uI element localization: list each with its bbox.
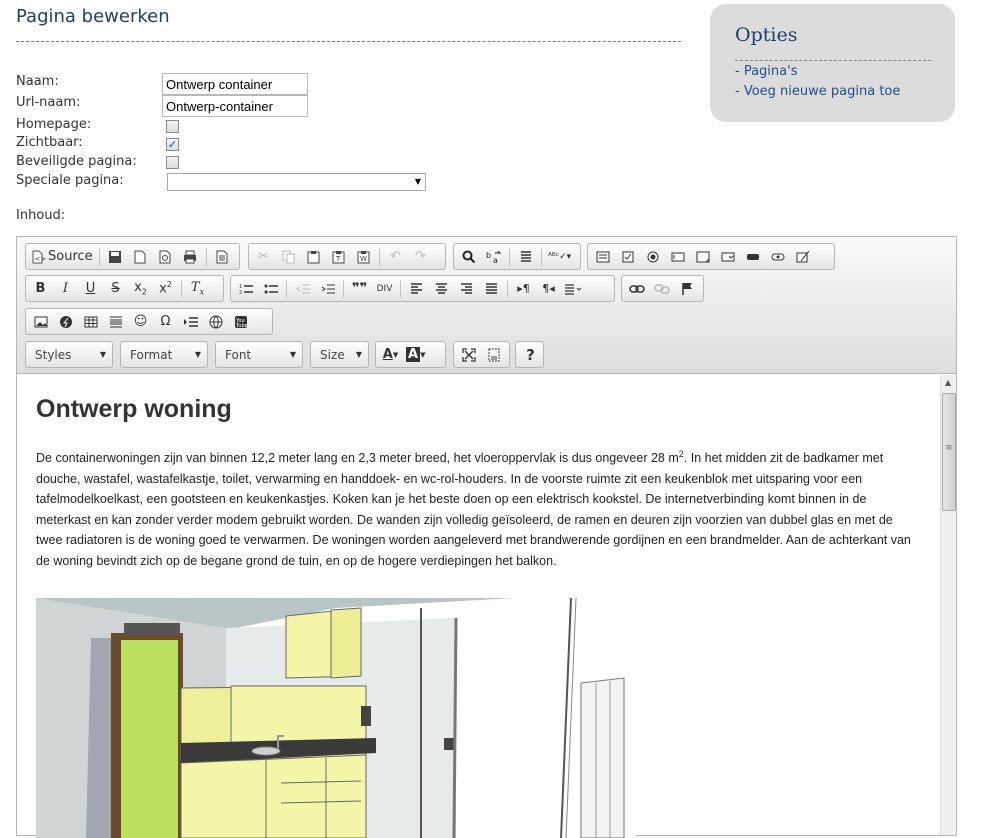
preview-button[interactable]	[153, 245, 178, 268]
source-icon	[31, 250, 47, 264]
scroll-thumb[interactable]	[942, 393, 956, 511]
paste-text-icon	[332, 250, 345, 264]
undo-button[interactable]	[383, 245, 408, 268]
scroll-up-icon[interactable]: ▲	[945, 378, 952, 387]
form-icon	[596, 251, 610, 263]
show-blocks-button[interactable]	[481, 343, 506, 366]
homepage-checkbox[interactable]	[166, 120, 179, 133]
maximize-button[interactable]	[456, 343, 481, 366]
source-label: Source	[48, 249, 93, 264]
secure-page-checkbox[interactable]	[166, 156, 179, 169]
new-page-button[interactable]	[128, 245, 153, 268]
svg-text:<>: <>	[34, 254, 47, 263]
bold-icon: B	[35, 281, 46, 296]
table-icon	[84, 316, 98, 328]
superscript-icon: $x^2$	[159, 280, 172, 297]
replace-button[interactable]	[481, 245, 506, 268]
undo-icon: ↶	[390, 249, 401, 264]
radio-icon	[647, 251, 659, 263]
content-heading: Ontwerp woning	[36, 395, 232, 423]
select-all-button[interactable]	[513, 245, 538, 268]
content-scrollbar[interactable]	[940, 375, 956, 835]
unlink-icon	[654, 283, 670, 295]
language-icon	[564, 283, 584, 295]
globe-icon	[209, 315, 223, 329]
language-button[interactable]	[561, 277, 587, 300]
youtube-button[interactable]	[228, 310, 253, 333]
text-color-icon: A	[382, 347, 393, 362]
paste-word-icon	[357, 250, 370, 264]
paragraph-group	[230, 275, 615, 302]
show-blocks-icon	[488, 348, 500, 362]
toolbar-separator	[379, 248, 380, 266]
editor-toolbar	[17, 237, 956, 374]
font-dropdown[interactable]	[215, 341, 303, 368]
smiley-button[interactable]	[128, 310, 153, 333]
secure-page-label: Beveiligde pagina:	[16, 154, 137, 169]
horizontal-rule-icon	[109, 315, 123, 329]
justify-icon	[485, 283, 498, 294]
toolbar-separator	[400, 280, 401, 298]
format-dropdown[interactable]	[120, 341, 208, 368]
unlink-button[interactable]	[649, 277, 674, 300]
div-icon: DIV	[376, 283, 393, 294]
strike-button[interactable]	[103, 277, 128, 300]
link-button[interactable]	[624, 277, 649, 300]
replace-icon	[486, 250, 502, 264]
content-paragraph	[36, 444, 921, 571]
align-right-icon	[460, 283, 473, 294]
colors-group	[375, 341, 446, 368]
select-field-button[interactable]	[715, 245, 740, 268]
homepage-label: Homepage:	[16, 117, 92, 132]
svg-text:Tube: Tube	[235, 322, 248, 329]
textarea-icon	[696, 251, 710, 263]
rtl-button[interactable]	[536, 277, 561, 300]
underline-icon: U	[85, 281, 96, 296]
visible-label: Zichtbaar:	[16, 135, 83, 150]
iframe-button[interactable]	[203, 310, 228, 333]
copy-icon	[282, 250, 295, 264]
svg-text:a: a	[492, 255, 498, 265]
numbered-list-button[interactable]	[233, 277, 258, 300]
name-input[interactable]	[162, 73, 308, 95]
align-left-icon	[410, 283, 423, 294]
scissors-icon: ✂	[258, 249, 269, 264]
image-icon	[34, 316, 48, 328]
paste-button[interactable]	[301, 245, 326, 268]
flash-button[interactable]	[53, 310, 78, 333]
page-title: Pagina bewerken	[16, 6, 170, 27]
superscript-button[interactable]	[153, 277, 178, 300]
spellcheck-icon: ᴬᴮᶜ✓▾	[548, 251, 572, 262]
italic-icon: I	[62, 281, 69, 296]
pages-link[interactable]: - Pagina's	[735, 64, 798, 79]
special-page-label: Speciale pagina:	[16, 173, 124, 188]
checkbox-button[interactable]	[615, 245, 640, 268]
cut-button[interactable]	[251, 245, 276, 268]
insert-group	[25, 308, 273, 335]
background-color-button[interactable]: A ▼	[408, 347, 426, 362]
image-button[interactable]	[28, 310, 53, 333]
button-field-icon	[746, 251, 760, 263]
kitchen-render-image	[36, 598, 636, 838]
checkbox-icon	[622, 251, 634, 263]
print-button[interactable]	[178, 245, 203, 268]
remove-format-icon: $T_x$	[190, 280, 205, 297]
redo-button[interactable]	[408, 245, 433, 268]
align-center-icon	[435, 283, 448, 294]
text-field-icon	[671, 251, 685, 263]
table-button[interactable]	[78, 310, 103, 333]
button-field-button[interactable]	[740, 245, 765, 268]
chevron-down-icon: ▼	[194, 350, 201, 359]
help-icon: ?	[526, 345, 535, 364]
omega-icon: Ω	[160, 314, 171, 329]
svg-text:1: 1	[238, 283, 242, 290]
bulleted-list-icon	[264, 283, 278, 295]
save-button[interactable]	[103, 245, 128, 268]
paragraph-superscript: 2	[678, 449, 684, 459]
background-color-icon: A	[408, 347, 419, 362]
add-page-link[interactable]: - Voeg nieuwe pagina toe	[735, 84, 901, 99]
toolbar-separator	[99, 248, 100, 266]
url-name-label: Url-naam:	[16, 95, 81, 110]
source-button[interactable]	[28, 245, 96, 268]
name-label: Naam:	[16, 74, 59, 89]
chevron-down-icon: ▼	[414, 177, 421, 186]
image-button-field-button[interactable]	[765, 245, 790, 268]
toolbar-separator	[507, 280, 508, 298]
align-left-button[interactable]	[404, 277, 429, 300]
rich-text-editor	[16, 236, 957, 836]
toolbar-separator	[343, 280, 344, 298]
new-page-icon	[134, 250, 146, 264]
select-field-icon	[721, 251, 735, 263]
special-char-button[interactable]	[153, 310, 178, 333]
numbered-list-icon	[239, 283, 253, 295]
chevron-down-icon: ▼	[99, 350, 106, 359]
text-field-button[interactable]	[665, 245, 690, 268]
svg-text:T: T	[336, 254, 341, 263]
underline-button[interactable]	[78, 277, 103, 300]
bold-button[interactable]	[28, 277, 53, 300]
editor-content[interactable]	[17, 375, 940, 835]
search-group	[453, 243, 581, 270]
styles-label: Styles	[35, 348, 72, 362]
help-button[interactable]	[518, 343, 543, 366]
svg-text:W: W	[360, 254, 367, 263]
align-right-button[interactable]	[454, 277, 479, 300]
image-button-icon	[771, 251, 785, 263]
radio-button[interactable]	[640, 245, 665, 268]
print-icon	[183, 250, 197, 264]
svg-text:You: You	[235, 317, 245, 324]
textarea-button[interactable]	[690, 245, 715, 268]
div-container-button[interactable]	[372, 277, 397, 300]
document-group	[25, 243, 240, 270]
options-divider	[735, 60, 931, 61]
forms-group	[587, 243, 835, 270]
font-label: Font	[225, 348, 252, 362]
text-color-button[interactable]: A ▼	[382, 347, 399, 362]
paragraph-text-2: . In het midden zit de badkamer met douche, wastafel, wastafelkastje, toilet, verwarming en handdoek- en wc-rol-houders. In de voorste ruimte zit een keukenblok met uitsparing voor een tafelmodelkoelkast, een gootsteen en keukenkastjes. Koken kan je het beste doen op een elektrisch kookstel. De internetverbinding komt binnen in de meterkast en kan zonder verder modem gebruikt worden. De wanden zijn volledig geïsoleerd, de ramen en deuren zijn voorzien van dubbel glas en met de twee radiatoren is de woning goed te verwarmen. De woningen worden aangeleverd met brandwerende gordijnen en een brandmelder. Aan de achterkant van de woning bevindt zich op de begane grond de tuin, en op de hogere verdiepingen het balkon.	[36, 451, 911, 568]
outdent-button[interactable]	[290, 277, 315, 300]
styles-dropdown[interactable]	[25, 341, 113, 368]
blockquote-icon: ❞❞	[351, 281, 368, 296]
align-center-button[interactable]	[429, 277, 454, 300]
outdent-icon	[296, 283, 310, 295]
title-divider	[16, 41, 681, 42]
page-break-button[interactable]	[178, 310, 203, 333]
svg-text:2: 2	[238, 289, 242, 296]
maximize-icon	[462, 348, 476, 362]
flag-icon	[681, 282, 693, 296]
preview-icon	[159, 250, 172, 264]
toolbar-separator	[541, 248, 542, 266]
smiley-icon: ☺	[133, 314, 148, 329]
page-break-icon	[183, 316, 199, 328]
paste-word-button[interactable]	[351, 245, 376, 268]
bulleted-list-button[interactable]	[258, 277, 283, 300]
size-dropdown[interactable]	[310, 341, 369, 368]
strikethrough-icon: S	[111, 281, 120, 296]
link-icon	[629, 284, 645, 294]
italic-button[interactable]	[53, 277, 78, 300]
justify-button[interactable]	[479, 277, 504, 300]
url-name-input[interactable]	[162, 95, 308, 117]
size-label: Size	[320, 348, 345, 362]
special-page-select[interactable]	[167, 173, 426, 191]
anchor-button[interactable]	[674, 277, 699, 300]
subscript-button[interactable]	[128, 277, 153, 300]
basic-styles-group	[25, 275, 224, 302]
clipboard-group	[248, 243, 446, 270]
format-label: Format	[130, 348, 173, 362]
toolbar-separator	[206, 248, 207, 266]
paste-icon	[307, 250, 320, 264]
hidden-field-button[interactable]	[790, 245, 815, 268]
chevron-down-icon: ▼	[355, 350, 362, 359]
toolbar-separator	[286, 280, 287, 298]
flash-icon	[59, 315, 73, 329]
tools-group	[453, 341, 510, 368]
remove-format-button[interactable]	[185, 277, 210, 300]
subscript-icon: $x_2$	[134, 280, 147, 297]
search-icon	[462, 250, 476, 264]
content-label: Inhoud:	[16, 208, 66, 223]
youtube-icon	[234, 315, 248, 329]
chevron-down-icon: ▼	[289, 350, 296, 359]
form-button[interactable]	[590, 245, 615, 268]
toolbar-separator	[509, 248, 510, 266]
paragraph-text-1: De containerwoningen zijn van binnen 12,2 meter lang en 2,3 meter breed, het vloeroppervlak is dus ongeveer 28 m	[36, 451, 679, 466]
templates-icon	[216, 250, 228, 264]
hidden-field-icon	[796, 250, 810, 264]
spellcheck-button[interactable]	[545, 245, 574, 268]
scroll-grip-icon: ≡	[945, 443, 953, 453]
templates-button[interactable]	[210, 245, 235, 268]
visible-checkbox[interactable]: ✓	[167, 138, 178, 151]
text-direction-ltr-icon: ▸¶	[517, 282, 530, 295]
save-icon	[108, 250, 122, 264]
ltr-button[interactable]	[511, 277, 536, 300]
svg-text:b: b	[485, 250, 491, 260]
blockquote-button[interactable]	[347, 277, 372, 300]
links-group	[621, 275, 704, 302]
about-group	[515, 341, 544, 368]
copy-button[interactable]	[276, 245, 301, 268]
horizontal-rule-button[interactable]	[103, 310, 128, 333]
select-all-icon	[519, 250, 533, 264]
options-panel	[710, 4, 955, 122]
options-title: Opties	[735, 24, 798, 46]
redo-icon: ↷	[415, 249, 426, 264]
indent-icon	[321, 283, 335, 295]
indent-button[interactable]	[315, 277, 340, 300]
find-button[interactable]	[456, 245, 481, 268]
text-direction-rtl-icon: ¶◂	[542, 282, 555, 295]
toolbar-separator	[181, 280, 182, 298]
paste-text-button[interactable]	[326, 245, 351, 268]
